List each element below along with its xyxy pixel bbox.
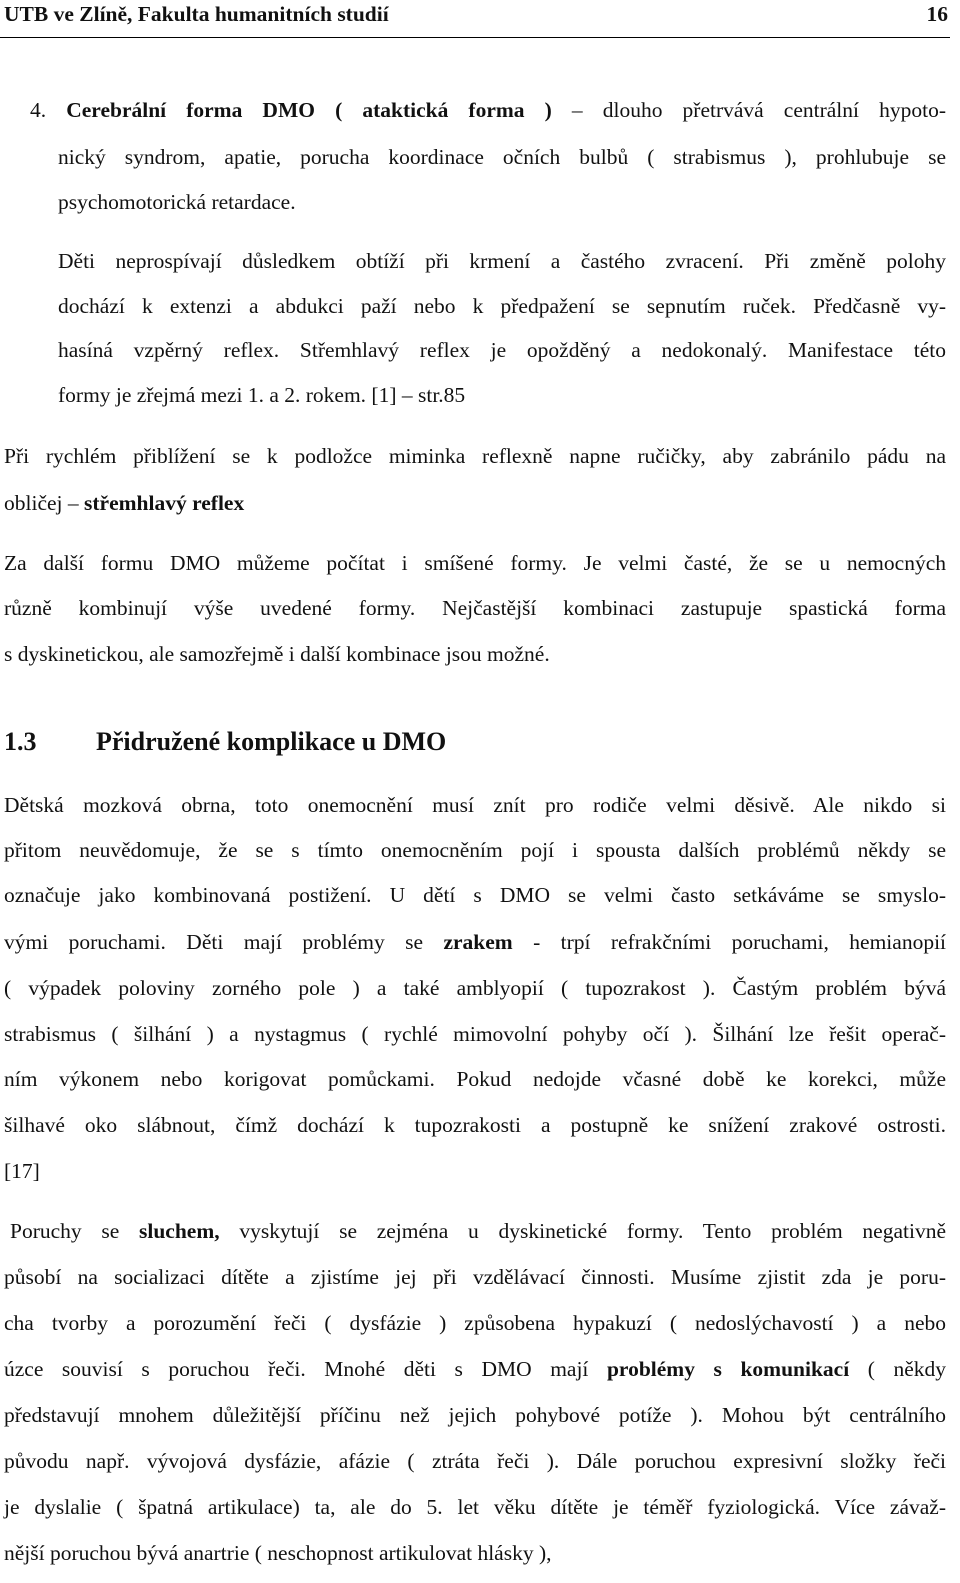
sight-bold-term: zrakem	[443, 930, 513, 954]
hearing-line: původu např. vývojová dysfázie, afázie ( ztráta řeči ). Dále poruchou expresivní složky řeči	[4, 1449, 946, 1473]
item4-line1	[30, 97, 946, 123]
page-header	[0, 0, 950, 38]
mixed-line: Za další formu DMO můžeme počítat i smíšené formy. Je velmi časté, že se u nemocných	[4, 551, 946, 575]
sight-line: Dětská mozková obrna, toto onemocnění musí znít pro rodiče velmi děsivě. Ale nikdo si	[4, 793, 946, 817]
page-number: 16	[926, 2, 948, 26]
sight-line: ním výkonem nebo korigovat pomůckami. Pokud nedojde včasné době ke korekci, může	[4, 1067, 946, 1091]
sight-line: šilhavé oko slábnout, čímž dochází k tupozrakosti a postupně ke snížení zrakové ostrosti.	[4, 1113, 946, 1137]
mixed-line: s dyskinetickou, ale samozřejmě i další kombinace jsou možné.	[4, 642, 550, 666]
reflex-line2	[4, 490, 946, 516]
hearing-line: působí na socializaci dítěte a zjistíme jej při vzdělávací činnosti. Musíme zjistit zda je poru-	[4, 1265, 946, 1289]
sight-line: přitom neuvědomuje, že se s tímto onemocněním pojí i spousta dalších problémů někdy se	[4, 838, 946, 862]
hearing-bold-term: problémy s komunikací	[606, 1357, 850, 1381]
hearing-text: úzce souvisí s poruchou řeči. Mnohé děti s DMO mají	[4, 1357, 589, 1381]
section-title: Přidružené komplikace u DMO	[96, 727, 447, 756]
item4-line2: nický syndrom, apatie, porucha koordinace očních bulbů ( strabismus ), prohlubuje se	[58, 145, 946, 169]
reflex-text: obličej –	[4, 491, 79, 515]
reflex-line1: Při rychlém přiblížení se k podložce miminka reflexně napne ručičky, aby zabránilo pádu na	[4, 444, 946, 468]
mixed-line: různě kombinují výše uvedené formy. Nejčastější kombinaci zastupuje spastická forma	[4, 596, 946, 620]
children-line: dochází k extenzi a abdukci paží nebo k předpažení se sepnutím ruček. Předčasně vy-	[58, 294, 946, 318]
header-title: UTB ve Zlíně, Fakulta humanitních studií	[4, 2, 389, 26]
hearing-text: Poruchy se	[10, 1219, 120, 1243]
hearing-line: nější poruchou bývá anartrie ( neschopnost artikulovat hlásky ),	[4, 1541, 552, 1565]
reflex-bold-term: střemhlavý reflex	[84, 491, 245, 515]
item4-text: – dlouho přetrvává centrální hypoto-	[571, 98, 946, 122]
children-line: Děti neprospívají důsledkem obtíží při krmení a častého zvracení. Při změně polohy	[58, 249, 946, 273]
sight-line: označuje jako kombinovaná postižení. U dětí s DMO se velmi často setkáváme se smyslo-	[4, 883, 946, 907]
sight-text: vými poruchami. Děti mají problémy se	[4, 930, 424, 954]
hearing-line: cha tvorby a porozumění řeči ( dysfázie ) způsobena hypakuzí ( nedoslýchavostí ) a nebo	[4, 1311, 946, 1335]
hearing-bold-term: sluchem,	[139, 1219, 220, 1243]
hearing-line	[10, 1218, 946, 1244]
sight-text: - trpí refrakčními poruchami, hemianopií	[533, 930, 947, 954]
children-line: formy je zřejmá mezi 1. a 2. rokem. [1] – str.85	[58, 383, 466, 407]
item4-bold-title: Cerebrální forma DMO ( ataktická forma )	[66, 98, 552, 122]
sight-line: ( výpadek poloviny zorného pole ) a také amblyopií ( tupozrakost ). Častým problém bývá	[4, 976, 946, 1000]
sight-line	[4, 929, 946, 955]
item4-line3: psychomotorická retardace.	[58, 190, 296, 214]
sight-line: strabismus ( šilhání ) a nystagmus ( rychlé mimovolní pohyby očí ). Šilhání lze řešit operač-	[4, 1022, 946, 1046]
section-number: 1.3	[4, 727, 37, 756]
hearing-line: představují mnohem důležitější příčinu než jejich pohybové potíže ). Mohou být centrálního	[4, 1403, 946, 1427]
hearing-text: vyskytují se zejména u dyskinetické formy. Tento problém negativně	[239, 1219, 946, 1243]
hearing-text: ( někdy	[867, 1357, 947, 1381]
hearing-line	[4, 1356, 946, 1382]
sight-citation: [17]	[4, 1159, 40, 1183]
item4-number: 4.	[30, 98, 47, 122]
children-line: hasíná vzpěrný reflex. Střemhlavý reflex je opožděný a nedokonalý. Manifestace této	[58, 338, 946, 362]
hearing-line: je dyslalie ( špatná artikulace) ta, ale do 5. let věku dítěte je téměř fyziologická. Více závaž-	[4, 1495, 946, 1519]
